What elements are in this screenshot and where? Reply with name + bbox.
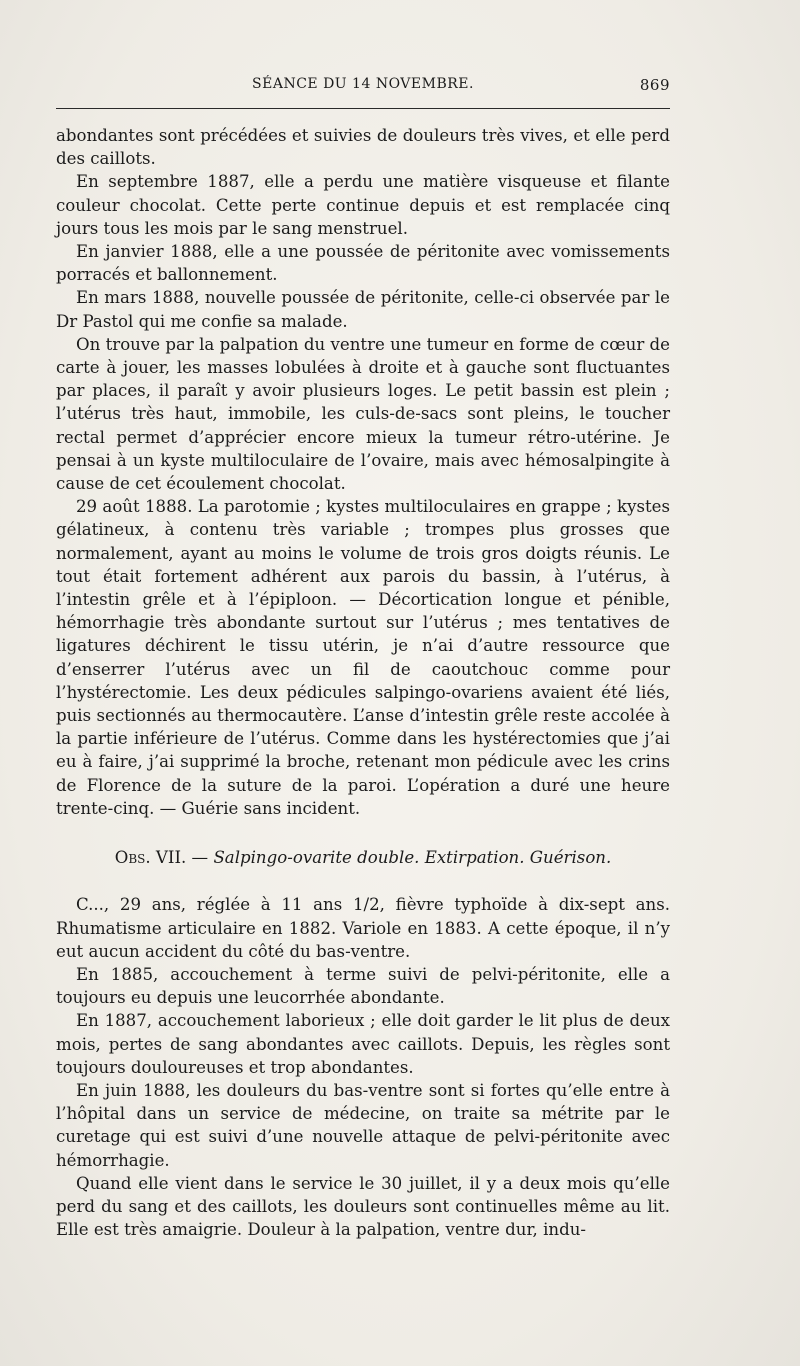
observation-separator: — (186, 848, 214, 868)
paragraph: abondantes sont précédées et suivies de douleurs très vives, et elle perd des caillots. (56, 126, 670, 169)
paragraphs-after (56, 893, 670, 1241)
observation-heading (56, 846, 670, 869)
paragraph: En mars 1888, nouvelle poussée de péritonite, celle-ci observée par le Dr Pastol qui me confie sa malade. (56, 288, 670, 331)
paragraph: Quand elle vient dans le service le 30 juillet, il y a deux mois qu’elle perd du sang et des caillots, les douleurs sont continuelles même au lit. Elle est très amaigrie. Douleur à la palpation, ventre dur, indu- (56, 1173, 670, 1240)
paragraph: C..., 29 ans, réglée à 11 ans 1/2, fièvre typhoïde à dix-sept ans. Rhumatisme articulaire en 1882. Variole en 1883. A cette époque, il n’y eut aucun accident du côté du bas-ventre. (56, 895, 670, 961)
observation-title: Salpingo-ovarite double. Extirpation. Guérison. (213, 848, 612, 868)
paragraph: En juin 1888, les douleurs du bas-ventre sont si fortes qu’elle entre à l’hôpital dans un service de médecine, on traite sa métrite par le curetage qui est suivi d’une nouvelle attaque de pelvi-péritonite avec hémorrhagie. (56, 1080, 670, 1170)
page-number: 869 (639, 76, 670, 94)
paragraph: 29 août 1888. La parotomie ; kystes multiloculaires en grappe ; kystes gélatineux, à contenu très variable ; trompes plus grosses que normalement, ayant au moins le volume de trois gros doigts réunis. Le tout était fortement adhérent aux parois du bassin, à l’utérus, à l’intestin grêle et à l’épiploon. — Décortication longue et pénible, hémorrhagie très abondante surtout sur l’utérus ; mes tentatives de ligatures déchirent le tissu utérin, je n’ai d’autre ressource que d’enserrer l’utérus avec un fil de caoutchouc comme pour l’hystérectomie. Les deux pédicules salpingo-ovariens avaient été liés, puis sectionnés au thermocautère. L’anse d’intestin grêle reste accolée à la partie inférieure de l’utérus. Comme dans les hystérectomies que j’ai eu à faire, j’ai supprimé la broche, retenant mon pédicule avec les crins de Florence de la suture de la paroi. L’opération a duré une heure trente-cinq. — Guérie sans incident. (56, 497, 670, 818)
paragraph: En janvier 1888, elle a une poussée de péritonite avec vomissements porracés et ballonnement. (56, 242, 670, 285)
running-title: SÉANCE DU 14 NOVEMBRE. (252, 76, 474, 92)
observation-label: Obs. VII. (114, 848, 187, 868)
paragraphs-before (56, 124, 670, 820)
paragraph: En 1885, accouchement à terme suivi de pelvi-péritonite, elle a toujours eu depuis une leucorrhée abondante. (56, 964, 670, 1008)
header-rule (56, 108, 670, 109)
body-text (56, 124, 670, 1241)
paragraph: En 1887, accouchement laborieux ; elle doit garder le lit plus de deux mois, pertes de sang abondantes avec caillots. Depuis, les règles sont toujours douloureuses et trop abondantes. (56, 1011, 670, 1077)
paragraph: On trouve par la palpation du ventre une tumeur en forme de cœur de carte à jouer, les masses lobulées à droite et à gauche sont fluctuantes par places, il paraît y avoir plusieurs loges. Le petit bassin est plein ; l’utérus très haut, immobile, les culs-de-sacs sont pleins, le toucher rectal permet d’apprécier encore mieux la tumeur rétro-utérine. Je pensai à un kyste multiloculaire de l’ovaire, mais avec hémosalpingite à cause de cet écoulement chocolat. (56, 334, 670, 494)
page-header (56, 76, 670, 98)
paragraph: En septembre 1887, elle a perdu une matière visqueuse et filante couleur chocolat. Cette perte continue depuis et est remplacée cinq jours tous les mois par le sang menstruel. (56, 172, 670, 238)
